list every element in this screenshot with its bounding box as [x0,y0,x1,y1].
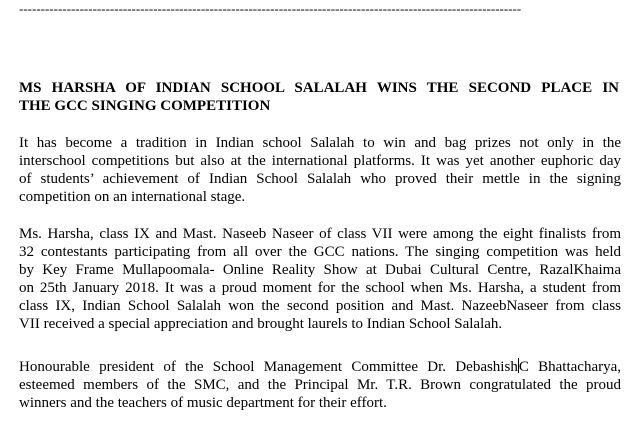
paragraph-congratulations[interactable] [19,358,621,412]
paragraph-line: VII received a special appreciation and brought laurels to Indian School Salalah. [19,316,503,332]
paragraph-line: 32 contestants participating from all over the GCC nations. The singing competition was held [19,244,621,260]
paragraph-line: class IX, Indian School Salalah won the second position and Mast. NazeebNaseer from class [19,298,621,314]
paragraph-line: on 25th January 2018. It was a proud moment for the school when Ms. Harsha, a student from [19,280,621,296]
paragraph-competition [19,225,621,333]
paragraph-line: Ms. Harsha, class IX and Mast. Naseeb Naseer of class VII were among the eight finalists from [19,226,621,242]
paragraph-tradition [19,134,621,206]
paragraph-line-with-caret[interactable] [19,358,621,376]
paragraph-line: of students’ achievement of Indian School Salalah who proved their mettle in the signing [19,171,621,187]
headline-line-2: THE GCC SINGING COMPETITION [19,98,271,114]
paragraph-line: winners and the teachers of music department for their effort. [19,395,387,411]
headline-line-1: MS HARSHA OF INDIAN SCHOOL SALALAH WINS THE SECOND PLACE IN [19,80,619,96]
paragraph-line: competition on an international stage. [19,189,246,205]
dashed-divider: -------------------------------------------------------------------------------------------------------------------- [19,2,522,16]
paragraph-line: interschool competitions but also at the international platforms. It was yet another euphoric day [19,153,621,169]
paragraph-text: Honourable president of the School Management Committee Dr. Debashish [19,359,518,375]
paragraph-line: by Key Frame Mullapoomala- Online Reality Show at Dubai Cultural Centre, RazalKhaima [19,262,621,278]
paragraph-line: esteemed members of the SMC, and the Principal Mr. T.R. Brown congratulated the proud [19,377,621,393]
paragraph-line: It has become a tradition in Indian school Salalah to win and bag prizes not only in the [19,135,621,151]
paragraph-text: C Bhattacharya, [518,359,621,375]
headline [19,79,619,115]
